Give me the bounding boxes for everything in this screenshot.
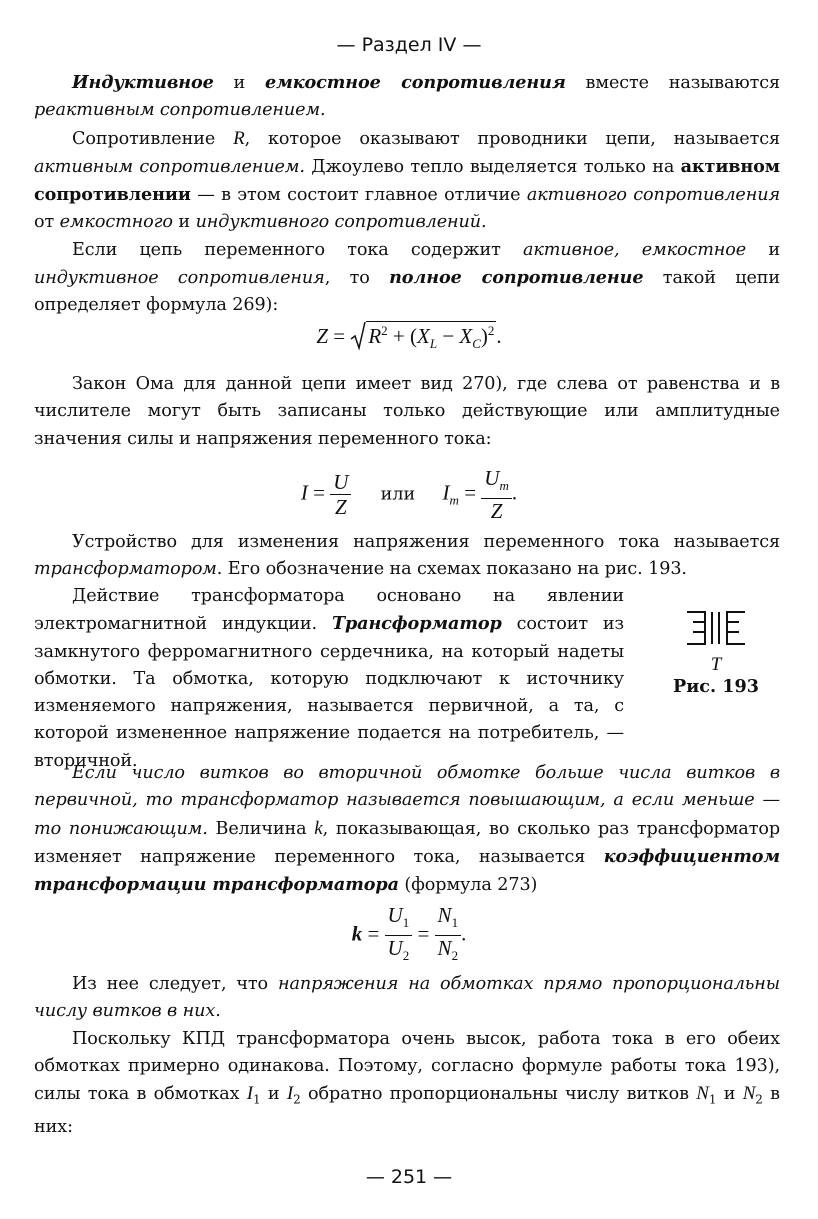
term-transformer: трансформатором	[34, 559, 217, 580]
text: обратно пропорциональны числу витков	[300, 1084, 697, 1105]
formula-u2: U	[387, 936, 403, 961]
text-block-5	[34, 760, 780, 899]
formula-xc: X	[459, 324, 473, 348]
text: , показывающая, во сколько раз трансформатор изменяет напряжение переменного тока, называется	[34, 818, 780, 867]
text: Устройство для изменения напряжения переменного тока называется	[72, 532, 780, 552]
formula-i: I	[300, 480, 308, 505]
text: такой цепи определяет формула 269):	[34, 268, 781, 316]
term-inductive: Индуктивное	[72, 72, 214, 93]
paragraph-active	[34, 125, 780, 237]
symbol-n2: N	[742, 1083, 756, 1105]
formula-eq: =	[362, 921, 385, 946]
subscript: m	[449, 492, 459, 508]
term-full-impedance: полное сопротивление	[389, 267, 644, 289]
formula-ohm	[0, 466, 818, 523]
text: Действие трансформатора основано на явлении электромагнитной индукции.	[34, 586, 624, 635]
fraction-um-z	[481, 466, 512, 523]
text: Джоулево тепло выделяется только на	[304, 156, 681, 177]
term: индуктивного сопротивлений.	[195, 212, 487, 233]
formula-um: U	[484, 466, 500, 490]
subscript: C	[472, 336, 481, 352]
symbol-r: R	[233, 127, 245, 149]
text: , то	[324, 268, 390, 289]
formula-k: k	[351, 921, 363, 946]
fraction-u1-u2	[385, 903, 413, 968]
paragraph-impedance	[34, 237, 780, 320]
transformer-symbol-icon	[679, 608, 753, 654]
formula-dot: .	[496, 324, 502, 348]
numerator	[385, 903, 413, 936]
term: активное, емкостное	[522, 239, 747, 260]
term-active-bold: активном сопротивлении	[34, 155, 780, 206]
formula-n1: N	[437, 903, 452, 927]
term-reactive: реактивным сопротивлением.	[34, 100, 326, 121]
text-block-1	[34, 69, 780, 320]
figure-letter: T	[710, 654, 722, 675]
text: в них:	[34, 1084, 780, 1137]
term-transformer-bold: Трансформатор	[331, 613, 502, 635]
text: вместе называются	[565, 73, 780, 93]
text: состоит из замкнутого ферромагнитного сердечника, на который надеты обмотки. Та обмотка, которую подключают к источнику изменяемого напряжения, называется первичной, а та, с которой измененное напряжение подается на потребитель, — вторичной.	[34, 614, 624, 771]
term-capacitive: емкостное сопротивления	[265, 72, 566, 93]
formula-paren: )	[480, 324, 488, 348]
formula-eq: =	[458, 480, 482, 505]
formula-u1: U	[387, 903, 403, 927]
paragraph-currents	[34, 1026, 780, 1142]
subscript: 2	[451, 948, 459, 964]
symbol-i1: I	[246, 1083, 254, 1105]
formula-plus: + (	[387, 324, 418, 348]
formula-eq: =	[307, 480, 331, 505]
sqrt-radicand	[366, 321, 496, 352]
paragraph-transformer-def	[34, 529, 780, 584]
formula-dot: .	[461, 921, 467, 946]
paragraph-step-up	[34, 760, 780, 899]
page-number: — 251 —	[365, 1166, 453, 1188]
numerator	[481, 466, 512, 499]
term: активного сопротивления	[526, 185, 781, 206]
formula-r: R	[368, 324, 382, 348]
numerator: U	[330, 470, 351, 495]
subscript: L	[429, 336, 438, 352]
subscript: 1	[451, 915, 459, 931]
symbol-n1: N	[696, 1083, 709, 1105]
term: емкостного	[59, 212, 173, 233]
sqrt-sign-icon	[350, 321, 366, 351]
formula-xl: X	[417, 324, 430, 348]
exponent: 2	[381, 323, 388, 338]
text: и	[746, 239, 780, 260]
formula-minus: −	[437, 324, 460, 348]
fraction-u-z	[330, 470, 351, 519]
subscript: 2	[755, 1092, 763, 1107]
text-block-6	[34, 971, 780, 1141]
text: и	[213, 73, 265, 93]
text: , которое оказывают проводники цепи, называется	[244, 128, 780, 149]
text: Величина	[207, 818, 315, 839]
formula-eq: =	[412, 921, 435, 946]
sqrt-group	[350, 321, 496, 352]
fraction-n1-n2	[435, 903, 462, 968]
text: (формула 273)	[398, 875, 538, 896]
paragraph-ohm: Закон Ома для данной цепи имеет вид 270), где слева от равенства и в числителе могут быть записаны только действующие или амплитудные значения силы и напряжения переменного тока:	[34, 374, 780, 449]
text-block-4	[34, 583, 624, 775]
formula-or: или	[380, 484, 416, 505]
formula-dot: .	[511, 480, 518, 505]
figure-caption: Рис. 193	[673, 676, 759, 697]
formula-impedance	[0, 321, 818, 352]
text: и	[260, 1084, 287, 1105]
formula-ratio	[0, 903, 818, 968]
term-active: активным сопротивлением.	[34, 156, 305, 177]
exponent: 2	[487, 323, 495, 338]
paragraph-reactive	[34, 69, 780, 125]
text: Если цепь переменного тока содержит	[72, 239, 523, 260]
formula-im: I	[442, 480, 450, 505]
term-transformation-ratio: коэффициентом трансформации трансформатора	[34, 845, 780, 896]
text-block-3	[34, 529, 780, 584]
figure-193	[656, 608, 776, 697]
subscript: 2	[402, 948, 410, 964]
denominator	[435, 936, 462, 968]
paragraph-consequence	[34, 971, 780, 1026]
text: и	[716, 1084, 743, 1105]
term: индуктивное сопротивления	[34, 268, 325, 289]
subscript: 1	[253, 1092, 261, 1107]
subscript: 1	[402, 915, 410, 931]
statement-step-up-down: Если число витков во вторичной обмотке больше числа витков в первичной, то трансформатор называется повышающим, а если меньше — то понижающим.	[34, 763, 780, 839]
text: от	[34, 212, 60, 233]
numerator	[435, 903, 462, 936]
symbol-i2: I	[286, 1083, 294, 1105]
formula-eq: =	[328, 324, 351, 348]
text: Поскольку КПД трансформатора очень высок, работа тока в его обеих обмотках примерно одинакова. Поэтому, согласно формуле работы тока 193), силы тока в обмотках	[34, 1028, 780, 1105]
text: Сопротивление	[72, 128, 234, 149]
statement-proportional: напряжения на обмотках прямо пропорциональны числу витков в них.	[34, 974, 781, 1022]
symbol-k: k	[314, 817, 323, 839]
formula-z: Z	[316, 324, 328, 348]
paragraph-transformer-action	[34, 583, 624, 775]
text: Из нее следует, что	[72, 974, 278, 994]
denominator	[385, 936, 413, 968]
text-block-2	[34, 371, 780, 453]
subscript: 1	[708, 1092, 717, 1107]
denominator: Z	[334, 495, 347, 520]
subscript: 2	[293, 1092, 301, 1107]
text: . Его обозначение на схемах показано на рис. 193.	[216, 559, 687, 580]
formula-n2: N	[437, 936, 452, 961]
denominator: Z	[490, 499, 503, 524]
subscript: m	[499, 478, 509, 494]
page-header: — Раздел IV —	[336, 34, 482, 56]
text: — в этом состоит главное отличие	[190, 185, 527, 206]
text: и	[172, 212, 196, 233]
